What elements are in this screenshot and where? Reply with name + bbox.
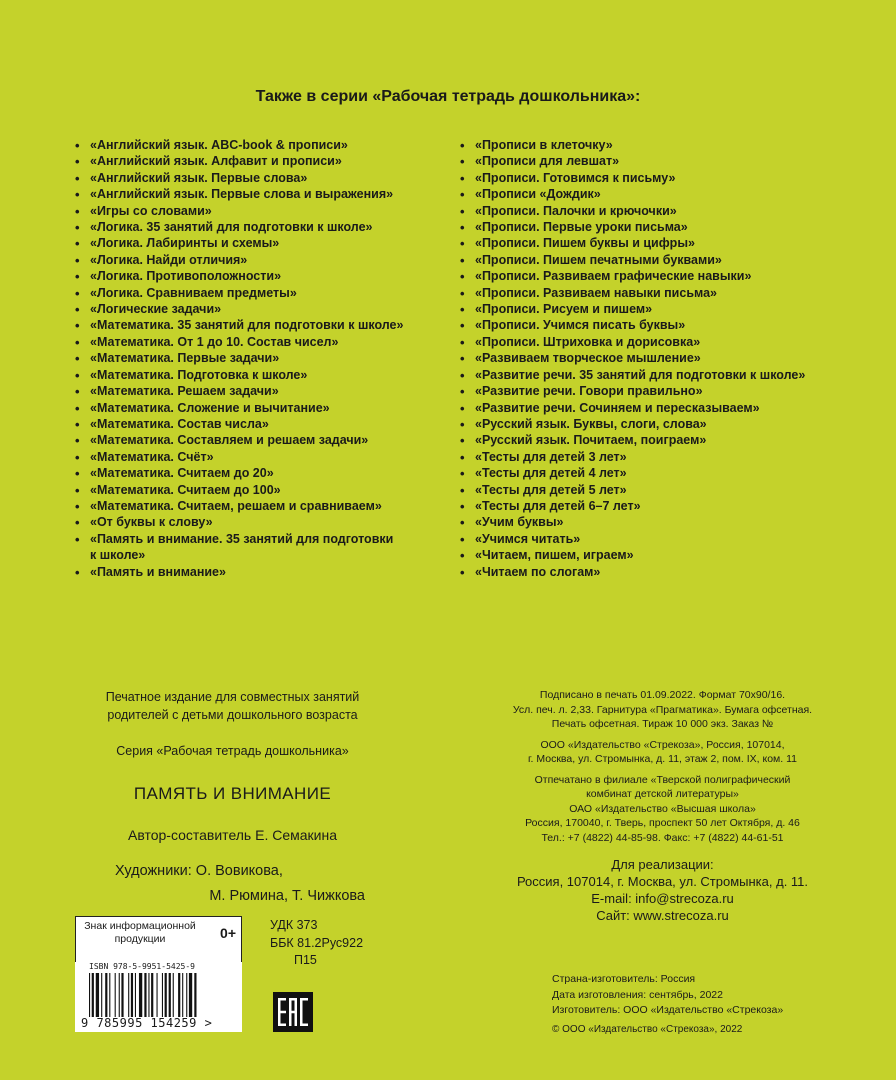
sales-contacts (490, 856, 835, 924)
series-book-item: • «Логика. Противоположности» (75, 268, 403, 284)
imprint-line: комбинат детской литературы» (586, 788, 739, 800)
imprint-line: Отпечатано в филиале «Тверской полиграфический (534, 773, 791, 786)
series-book-item: • «Английский язык. Первые слова и выражения» (75, 186, 403, 202)
sales-email: E-mail: info@strecoza.ru (591, 891, 734, 906)
imprint-line: ОАО «Издательство «Высшая школа» (569, 802, 756, 815)
series-book-item: • «Тесты для детей 5 лет» (460, 482, 805, 498)
series-book-item: • «Логические задачи» (75, 301, 403, 317)
series-book-item: • «Читаем, пишем, играем» (460, 547, 805, 563)
imprint-line: Подписано в печать 01.09.2022. Формат 70х90/16. (539, 689, 786, 701)
imprint-line: г. Москва, ул. Стромынка, д. 11, этаж 2, пом. IX, ком. 11 (528, 753, 797, 765)
eac-mark-icon (273, 992, 313, 1032)
series-book-item: • «Тесты для детей 3 лет» (460, 449, 805, 465)
series-book-item: • «Математика. Состав числа» (75, 416, 403, 432)
barcode-icon (89, 973, 229, 1017)
print-imprint (490, 688, 835, 851)
series-book-item: • «Русский язык. Буквы, слоги, слова» (460, 416, 805, 432)
imprint-line: Россия, 170040, г. Тверь, проспект 50 лет Октября, д. 46 (525, 817, 800, 829)
barcode-digits: 9 785995 154259 > (81, 1016, 213, 1030)
series-book-list-left (75, 137, 403, 580)
series-book-item: • «Прописи. Развиваем навыки письма» (460, 285, 805, 301)
series-book-item: • «От буквы к слову» (75, 514, 403, 530)
series-book-item: • «Русский язык. Почитаем, поиграем» (460, 432, 805, 448)
sales-address: Россия, 107014, г. Москва, ул. Стромынка, д. 11. (516, 874, 809, 889)
series-book-item: • «Прописи. Палочки и крючочки» (460, 203, 805, 219)
series-book-item: • «Учим буквы» (460, 514, 805, 530)
series-book-item: • «Математика. Составляем и решаем задачи» (75, 432, 403, 448)
series-book-item: • «Логика. Лабиринты и схемы» (75, 235, 403, 251)
series-book-item: • «Память и внимание. 35 занятий для подготовки (75, 531, 403, 547)
series-book-item: • «Прописи. Пишем печатными буквами» (460, 252, 805, 268)
edition-note-line: Печатное издание для совместных занятий (105, 690, 360, 704)
series-book-item: • «Математика. Считаем до 20» (75, 465, 403, 481)
imprint-line: Тел.: +7 (4822) 44-85-98. Факс: +7 (4822) 44-61-51 (541, 831, 784, 844)
series-book-item: • «Прописи «Дождик» (460, 186, 805, 202)
series-book-item: • «Развиваем творческое мышление» (460, 350, 805, 366)
series-book-item: • «Память и внимание» (75, 564, 403, 580)
origin-line: Дата изготовления: сентябрь, 2022 (552, 988, 723, 1001)
series-book-item: • «Учимся читать» (460, 531, 805, 547)
series-book-item: • «Развитие речи. Говори правильно» (460, 383, 805, 399)
author-name: Е. Семакина (255, 827, 338, 843)
series-book-item: • «Прописи. Рисуем и пишем» (460, 301, 805, 317)
age-rating-badge: 0+ (220, 925, 236, 941)
series-book-item: • «Математика. Счёт» (75, 449, 403, 465)
imprint-line: Усл. печ. л. 2,33. Гарнитура «Прагматика». Бумага офсетная. (512, 703, 813, 716)
series-book-item: • «Тесты для детей 4 лет» (460, 465, 805, 481)
artists-line: Художники: О. Вовикова, (115, 863, 283, 879)
udk-code: УДК 373 (270, 918, 318, 932)
series-book-item: • «Развитие речи. 35 занятий для подготовки к школе» (460, 367, 805, 383)
imprint-paragraph (490, 688, 835, 732)
origin-line: Страна-изготовитель: Россия (552, 973, 696, 985)
information-product-sign (75, 916, 242, 964)
sales-website: Сайт: www.strecoza.ru (596, 908, 729, 923)
imprint-paragraph (490, 738, 835, 767)
series-book-item: • «Тесты для детей 6–7 лет» (460, 498, 805, 514)
isbn-text: ISBN 978-5-9951-5425-9 (89, 962, 195, 971)
artists-credit (115, 859, 365, 909)
imprint-line: ООО «Издательство «Стрекоза», Россия, 107014, (540, 738, 785, 751)
series-book-item: • «Математика. Считаем, решаем и сравниваем» (75, 498, 403, 514)
series-book-item: к школе» (90, 548, 146, 563)
barcode-block (75, 962, 242, 1032)
series-book-item: • «Прописи. Готовимся к письму» (460, 170, 805, 186)
manufacturer-info (552, 972, 783, 1019)
series-book-item: • «Логика. Найди отличия» (75, 252, 403, 268)
series-book-item: • «Развитие речи. Сочиняем и пересказываем» (460, 400, 805, 416)
imprint-paragraph (490, 773, 835, 846)
bbk-code: ББК 81.2Рус922 (270, 935, 364, 950)
series-book-item: • «Математика. Решаем задачи» (75, 383, 403, 399)
edition-note (75, 688, 390, 724)
edition-note-line: родителей с детьми дошкольного возраста (107, 708, 358, 722)
classification-codes (270, 917, 363, 970)
series-book-item: • «Прописи. Пишем буквы и цифры» (460, 235, 805, 251)
series-book-item: • «Логика. Сравниваем предметы» (75, 285, 403, 301)
series-book-item: • «Математика. Считаем до 100» (75, 482, 403, 498)
series-book-item: • «Логика. 35 занятий для подготовки к школе» (75, 219, 403, 235)
series-book-item: • «Английский язык. ABC-book & прописи» (75, 137, 403, 153)
series-book-item: • «Прописи в клеточку» (460, 137, 805, 153)
imprint-line: Печать офсетная. Тираж 10 000 экз. Заказ № (551, 718, 774, 730)
series-book-item: • «Математика. Сложение и вычитание» (75, 400, 403, 416)
sales-line: Для реализации: (611, 857, 714, 872)
series-book-item: • «Английский язык. Первые слова» (75, 170, 403, 186)
info-sign-label: Знак информационной продукции (84, 920, 196, 945)
series-book-item: • «Математика. Подготовка к школе» (75, 367, 403, 383)
author-line (75, 827, 390, 843)
series-book-item: • «Математика. 35 занятий для подготовки к школе» (75, 317, 403, 333)
series-book-item: • «Прописи. Учимся писать буквы» (460, 317, 805, 333)
series-book-item: • «Читаем по слогам» (460, 564, 805, 580)
series-book-item: • «Прописи. Развиваем графические навыки» (460, 268, 805, 284)
series-book-item: • «Английский язык. Алфавит и прописи» (75, 153, 403, 169)
copyright-line: © ООО «Издательство «Стрекоза», 2022 (552, 1024, 743, 1035)
series-book-list-right (460, 137, 805, 580)
author-code: П15 (294, 953, 317, 967)
book-title: ПАМЯТЬ И ВНИМАНИЕ (133, 784, 332, 803)
origin-line: Изготовитель: ООО «Издательство «Стрекоза» (552, 1004, 784, 1016)
author-label: Автор-составитель (127, 827, 252, 843)
series-book-item: • «Математика. От 1 до 10. Состав чисел» (75, 334, 403, 350)
series-line: Серия «Рабочая тетрадь дошкольника» (116, 744, 349, 758)
series-heading: Также в серии «Рабочая тетрадь дошкольника»: (255, 88, 641, 105)
artists-line: М. Рюмина, Т. Чижкова (209, 888, 365, 904)
series-book-item: • «Игры со словами» (75, 203, 403, 219)
series-book-item: • «Прописи для левшат» (460, 153, 805, 169)
series-book-item: • «Прописи. Первые уроки письма» (460, 219, 805, 235)
series-book-item: • «Математика. Первые задачи» (75, 350, 403, 366)
series-book-item: • «Прописи. Штриховка и дорисовка» (460, 334, 805, 350)
